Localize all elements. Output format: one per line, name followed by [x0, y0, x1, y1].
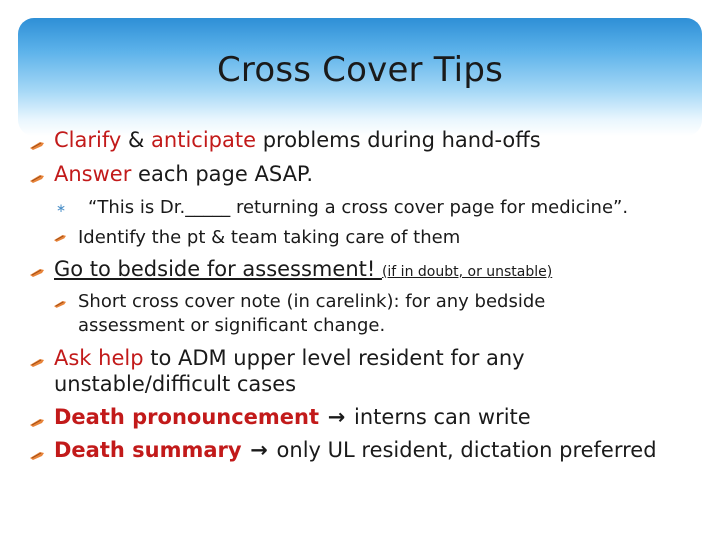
anticipate-text: anticipate: [151, 128, 257, 152]
death-summary-text: Death summary: [54, 438, 242, 462]
feather-bullet-icon: [30, 141, 44, 150]
feather-bullet-icon: [30, 358, 44, 367]
feather-bullet-icon: [30, 451, 44, 460]
bullet-clarify: [54, 127, 541, 154]
bullet-death-pronouncement-rest: interns can write: [347, 405, 531, 429]
sub-identify: Identify the pt & team taking care of them: [78, 227, 461, 248]
feather-bullet-icon: [54, 300, 66, 308]
bullet-ask-help-rest: to ADM upper level resident for any: [143, 346, 525, 370]
bullet-bedside: [54, 256, 552, 286]
sub-this-is-dr: “This is Dr._____ returning a cross cover page for medicine”.: [88, 197, 629, 218]
slide-title: Cross Cover Tips: [216, 50, 504, 90]
bullet-death-pronouncement: [54, 404, 531, 431]
bullet-ask-help: [54, 345, 525, 372]
asterisk-bullet-icon: ∗: [56, 201, 67, 215]
clarify-text: Clarify: [54, 128, 122, 152]
bedside-text: Go to bedside for assessment!: [54, 257, 382, 281]
answer-text: Answer: [54, 162, 132, 186]
bullet-death-summary-rest: only UL resident, dictation preferred: [269, 438, 657, 462]
bullet-clarify-rest: problems during hand-offs: [256, 128, 541, 152]
feather-bullet-icon: [30, 174, 44, 183]
ask-help-text: Ask help: [54, 346, 144, 370]
bullet-death-summary: [54, 437, 657, 464]
sub-note-line2: assessment or significant change.: [78, 315, 386, 336]
feather-bullet-icon: [54, 234, 66, 242]
ampersand-text: &: [121, 128, 152, 152]
bedside-note: (if in doubt, or unstable): [381, 264, 553, 280]
bullet-ask-help-line2: unstable/difficult cases: [54, 372, 297, 396]
bullet-answer-rest: each page ASAP.: [131, 162, 313, 186]
bullet-answer: [54, 161, 313, 188]
feather-bullet-icon: [30, 418, 44, 427]
sub-note-line1: Short cross cover note (in carelink): for any bedside: [78, 291, 546, 312]
right-arrow-icon: →: [250, 438, 268, 462]
feather-bullet-icon: [30, 268, 44, 277]
death-pronouncement-text: Death pronouncement: [54, 405, 320, 429]
right-arrow-icon: →: [327, 405, 346, 429]
